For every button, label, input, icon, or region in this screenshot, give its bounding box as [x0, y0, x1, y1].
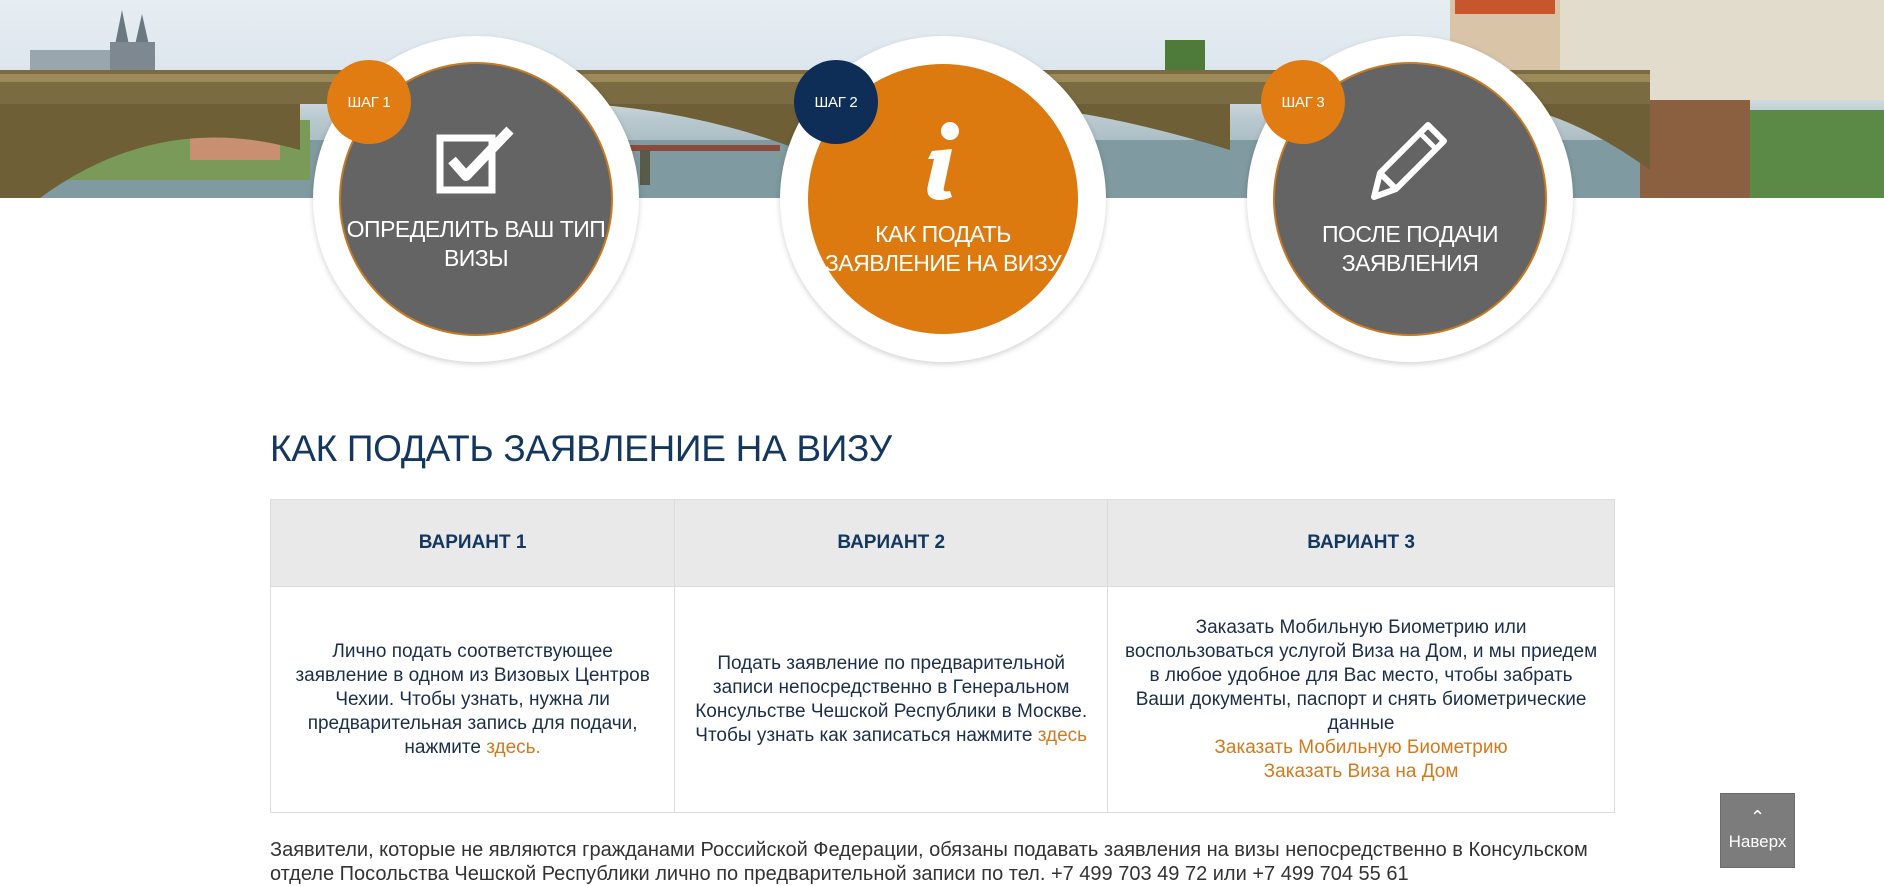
step-2-badge: ШАГ 2 — [794, 60, 878, 144]
non-citizens-note: Заявители, которые не являются гражданами Российской Федерации, обязаны подавать заявления на визы непосредственно в Консульском отделе Посольства Чешской Республики лично по предварительной записи по тел. +7 499 703 49 72 или +7 499 704 55 61 — [270, 839, 1588, 885]
table-row — [271, 587, 1615, 813]
step-3-label: ПОСЛЕ ПОДАЧИ ЗАЯВЛЕНИЯ — [1322, 220, 1498, 276]
step-1-circle[interactable] — [313, 36, 639, 362]
option-1-link[interactable]: здесь. — [486, 736, 541, 758]
table-header-row — [271, 500, 1615, 587]
option-3-text: Заказать Мобильную Биометрию или воспользоваться услугой Виза на Дом, и мы приедем в любое удобное для Вас место, чтобы забрать Ваши документы, паспорт и снять биометрические данные — [1124, 616, 1598, 734]
option-1-text: Лично подать соответствующее заявление в одном из Визовых Центров Чехии. Чтобы узнать, нужна ли предварительная запись для подачи, нажмите — [295, 640, 650, 758]
option-2-text: Подать заявление по предварительной записи непосредственно в Генеральном Консульстве Чешской Республики в Москве. Чтобы узнать как записаться нажмите — [695, 652, 1088, 746]
back-to-top-label: Наверх — [1728, 831, 1787, 851]
step-3-circle[interactable] — [1247, 36, 1573, 362]
header-option-1: ВАРИАНТ 1 — [271, 500, 675, 587]
header-option-3: ВАРИАНТ 3 — [1108, 500, 1615, 587]
info-icon — [918, 121, 968, 206]
option-1-cell — [271, 587, 675, 813]
pencil-icon — [1370, 121, 1450, 206]
step-3-badge: ШАГ 3 — [1261, 60, 1345, 144]
back-to-top-button[interactable] — [1720, 793, 1795, 868]
step-2-circle[interactable] — [780, 36, 1106, 362]
order-visa-at-home-link[interactable]: Заказать Виза на Дом — [1263, 760, 1459, 782]
order-mobile-biometrics-link[interactable]: Заказать Мобильную Биометрию — [1214, 736, 1508, 758]
option-3-cell — [1108, 587, 1615, 813]
options-table — [270, 499, 1615, 813]
page-title: КАК ПОДАТЬ ЗАЯВЛЕНИЕ НА ВИЗУ — [270, 428, 892, 469]
chevron-up-icon: ⌃ — [1749, 806, 1766, 827]
option-2-link[interactable]: здесь — [1037, 724, 1088, 746]
step-1-badge: ШАГ 1 — [327, 60, 411, 144]
step-2-label: КАК ПОДАТЬ ЗАЯВЛЕНИЕ НА ВИЗУ — [824, 220, 1062, 276]
checkbox-icon — [436, 126, 516, 201]
header-option-2: ВАРИАНТ 2 — [675, 500, 1108, 587]
option-2-cell — [675, 587, 1108, 813]
step-1-label: ОПРЕДЕЛИТЬ ВАШ ТИП ВИЗЫ — [346, 215, 606, 271]
